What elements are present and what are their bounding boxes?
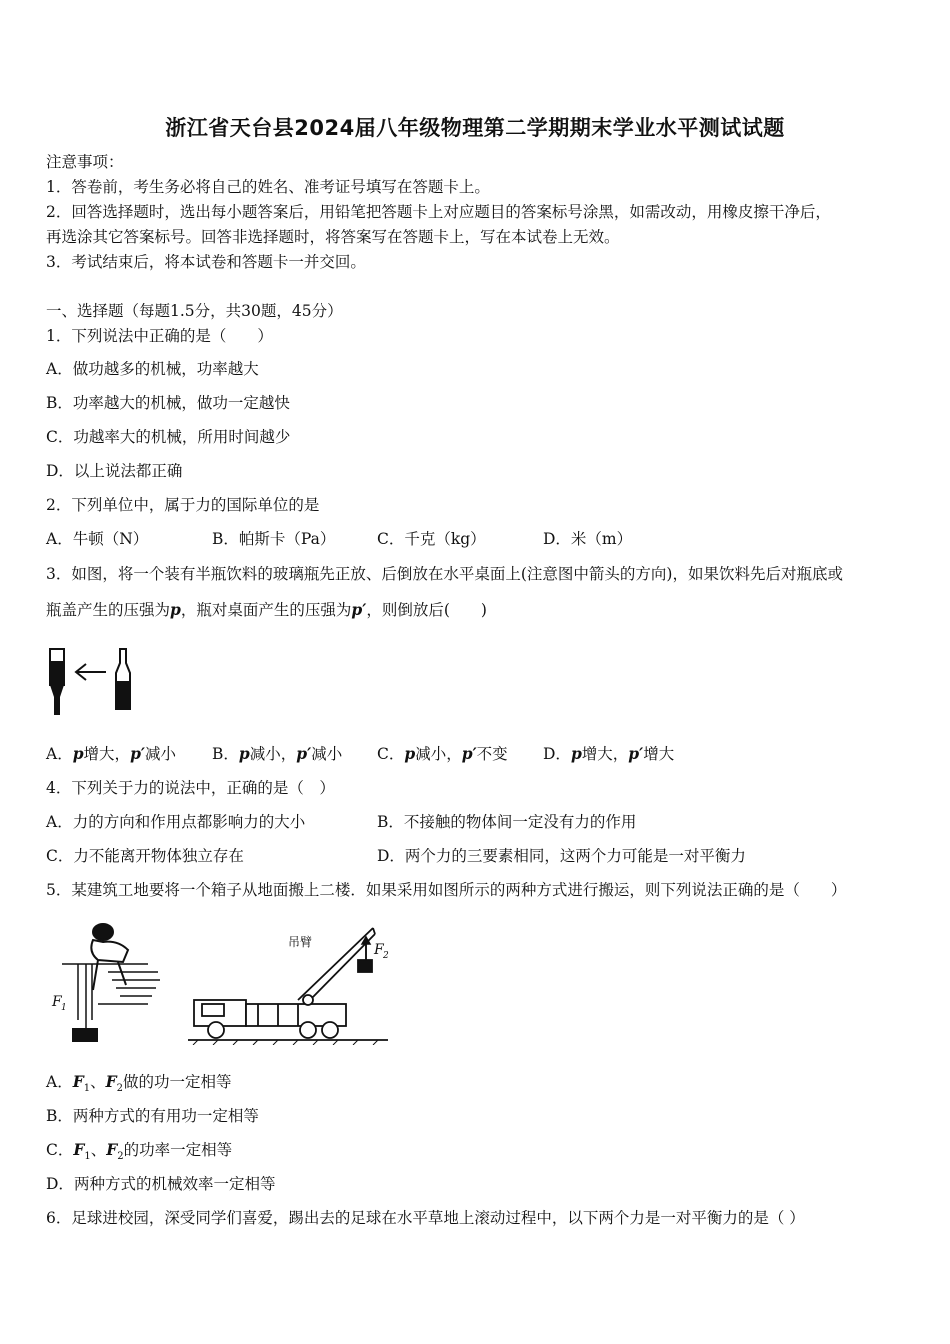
force-label-f1: F xyxy=(52,994,62,1010)
q3-stem-line1: 3．如图，将一个装有半瓶饮料的玻璃瓶先正放、后倒放在水平桌面上(注意图中箭头的方向)，如果饮料先后对瓶底或 xyxy=(46,565,843,583)
q5-option-a: A．$F_1$、$F_2$做的功一定相等 xyxy=(46,1072,232,1095)
inverted-bottle-icon xyxy=(50,649,64,715)
q2-option-d: D．米（m） xyxy=(543,530,633,548)
upright-bottle-icon xyxy=(116,649,130,709)
notice-item: 3．考试结束后，将本试卷和答题卡一并交回。 xyxy=(46,253,366,271)
notice-item: 1．答卷前，考生务必将自己的姓名、准考证号填写在答题卡上。 xyxy=(46,178,490,196)
notice-item: 再选涂其它答案标号。回答非选择题时，将答案写在答题卡上，写在本试卷上无效。 xyxy=(46,228,620,246)
q3-stem-line2: 瓶盖产生的压强为p，瓶对桌面产生的压强为p′，则倒放后( ) xyxy=(46,600,487,619)
q5-option-b: B．两种方式的有用功一定相等 xyxy=(46,1107,259,1125)
force-arrow-f2-icon xyxy=(362,937,370,960)
q3-option-c: C．p减小，p′不变 xyxy=(377,744,508,763)
q2-stem: 2．下列单位中，属于力的国际单位的是 xyxy=(46,496,320,514)
q6-stem: 6．足球进校园，深受同学们喜爱，踢出去的足球在水平草地上滚动过程中，以下两个力是一对平衡力的是（ ） xyxy=(46,1209,805,1227)
q1-option-d: D．以上说法都正确 xyxy=(46,462,183,480)
q2-option-c: C．千克（kg） xyxy=(377,530,486,548)
notice-heading: 注意事项： xyxy=(46,153,124,171)
q1-stem: 1．下列说法中正确的是（ ） xyxy=(46,327,273,345)
q3-option-a: A．p增大，p′减小 xyxy=(46,744,177,763)
q5-option-c: C．$F_1$、$F_2$的功率一定相等 xyxy=(46,1140,233,1163)
crane-figure xyxy=(188,920,398,1045)
left-arrow-icon xyxy=(76,664,106,680)
force-label-f2-sub: 2 xyxy=(383,951,389,961)
q2-option-a: A．牛顿（N） xyxy=(46,530,149,548)
q1-option-b: B．功率越大的机械，做功一定越快 xyxy=(46,394,290,412)
q4-option-d: D．两个力的三要素相同，这两个力可能是一对平衡力 xyxy=(377,847,746,865)
notice-item: 2．回答选择题时，选出每小题答案后，用铅笔把答题卡上对应题目的答案标号涂黑，如需改动，用橡皮擦干净后， xyxy=(46,203,831,221)
box-icon xyxy=(72,1028,98,1042)
q1-option-c: C．功越率大的机械，所用时间越少 xyxy=(46,428,291,446)
worker-figure xyxy=(48,920,163,1045)
q4-option-c: C．力不能离开物体独立存在 xyxy=(46,847,244,865)
q1-option-a: A．做功越多的机械，功率越大 xyxy=(46,360,259,378)
crane-arm-label: 吊臂 xyxy=(288,935,313,949)
section-heading: 一、选择题（每题1.5分，共30题，45分） xyxy=(46,302,343,320)
force-label-f2: F xyxy=(374,942,384,958)
q3-option-d: D．p增大，p′增大 xyxy=(543,744,675,763)
page-title: 浙江省天台县2024届八年级物理第二学期期末学业水平测试试题 xyxy=(165,116,785,140)
q5-option-d: D．两种方式的机械效率一定相等 xyxy=(46,1175,276,1193)
q5-stem: 5．某建筑工地要将一个箱子从地面搬上二楼．如果采用如图所示的两种方式进行搬运，则下列说法正确的是（ ） xyxy=(46,881,847,899)
scaffold-icon xyxy=(62,964,160,1020)
bottle-figure xyxy=(48,645,138,720)
q4-stem: 4．下列关于力的说法中，正确的是（ ） xyxy=(46,779,335,797)
q2-option-b: B．帕斯卡（Pa） xyxy=(212,530,336,548)
force-label-f1-sub: 1 xyxy=(61,1003,67,1013)
q4-option-b: B．不接触的物体间一定没有力的作用 xyxy=(377,813,637,831)
q3-option-b: B．p减小，p′减小 xyxy=(212,744,343,763)
q4-option-a: A．力的方向和作用点都影响力的大小 xyxy=(46,813,306,831)
